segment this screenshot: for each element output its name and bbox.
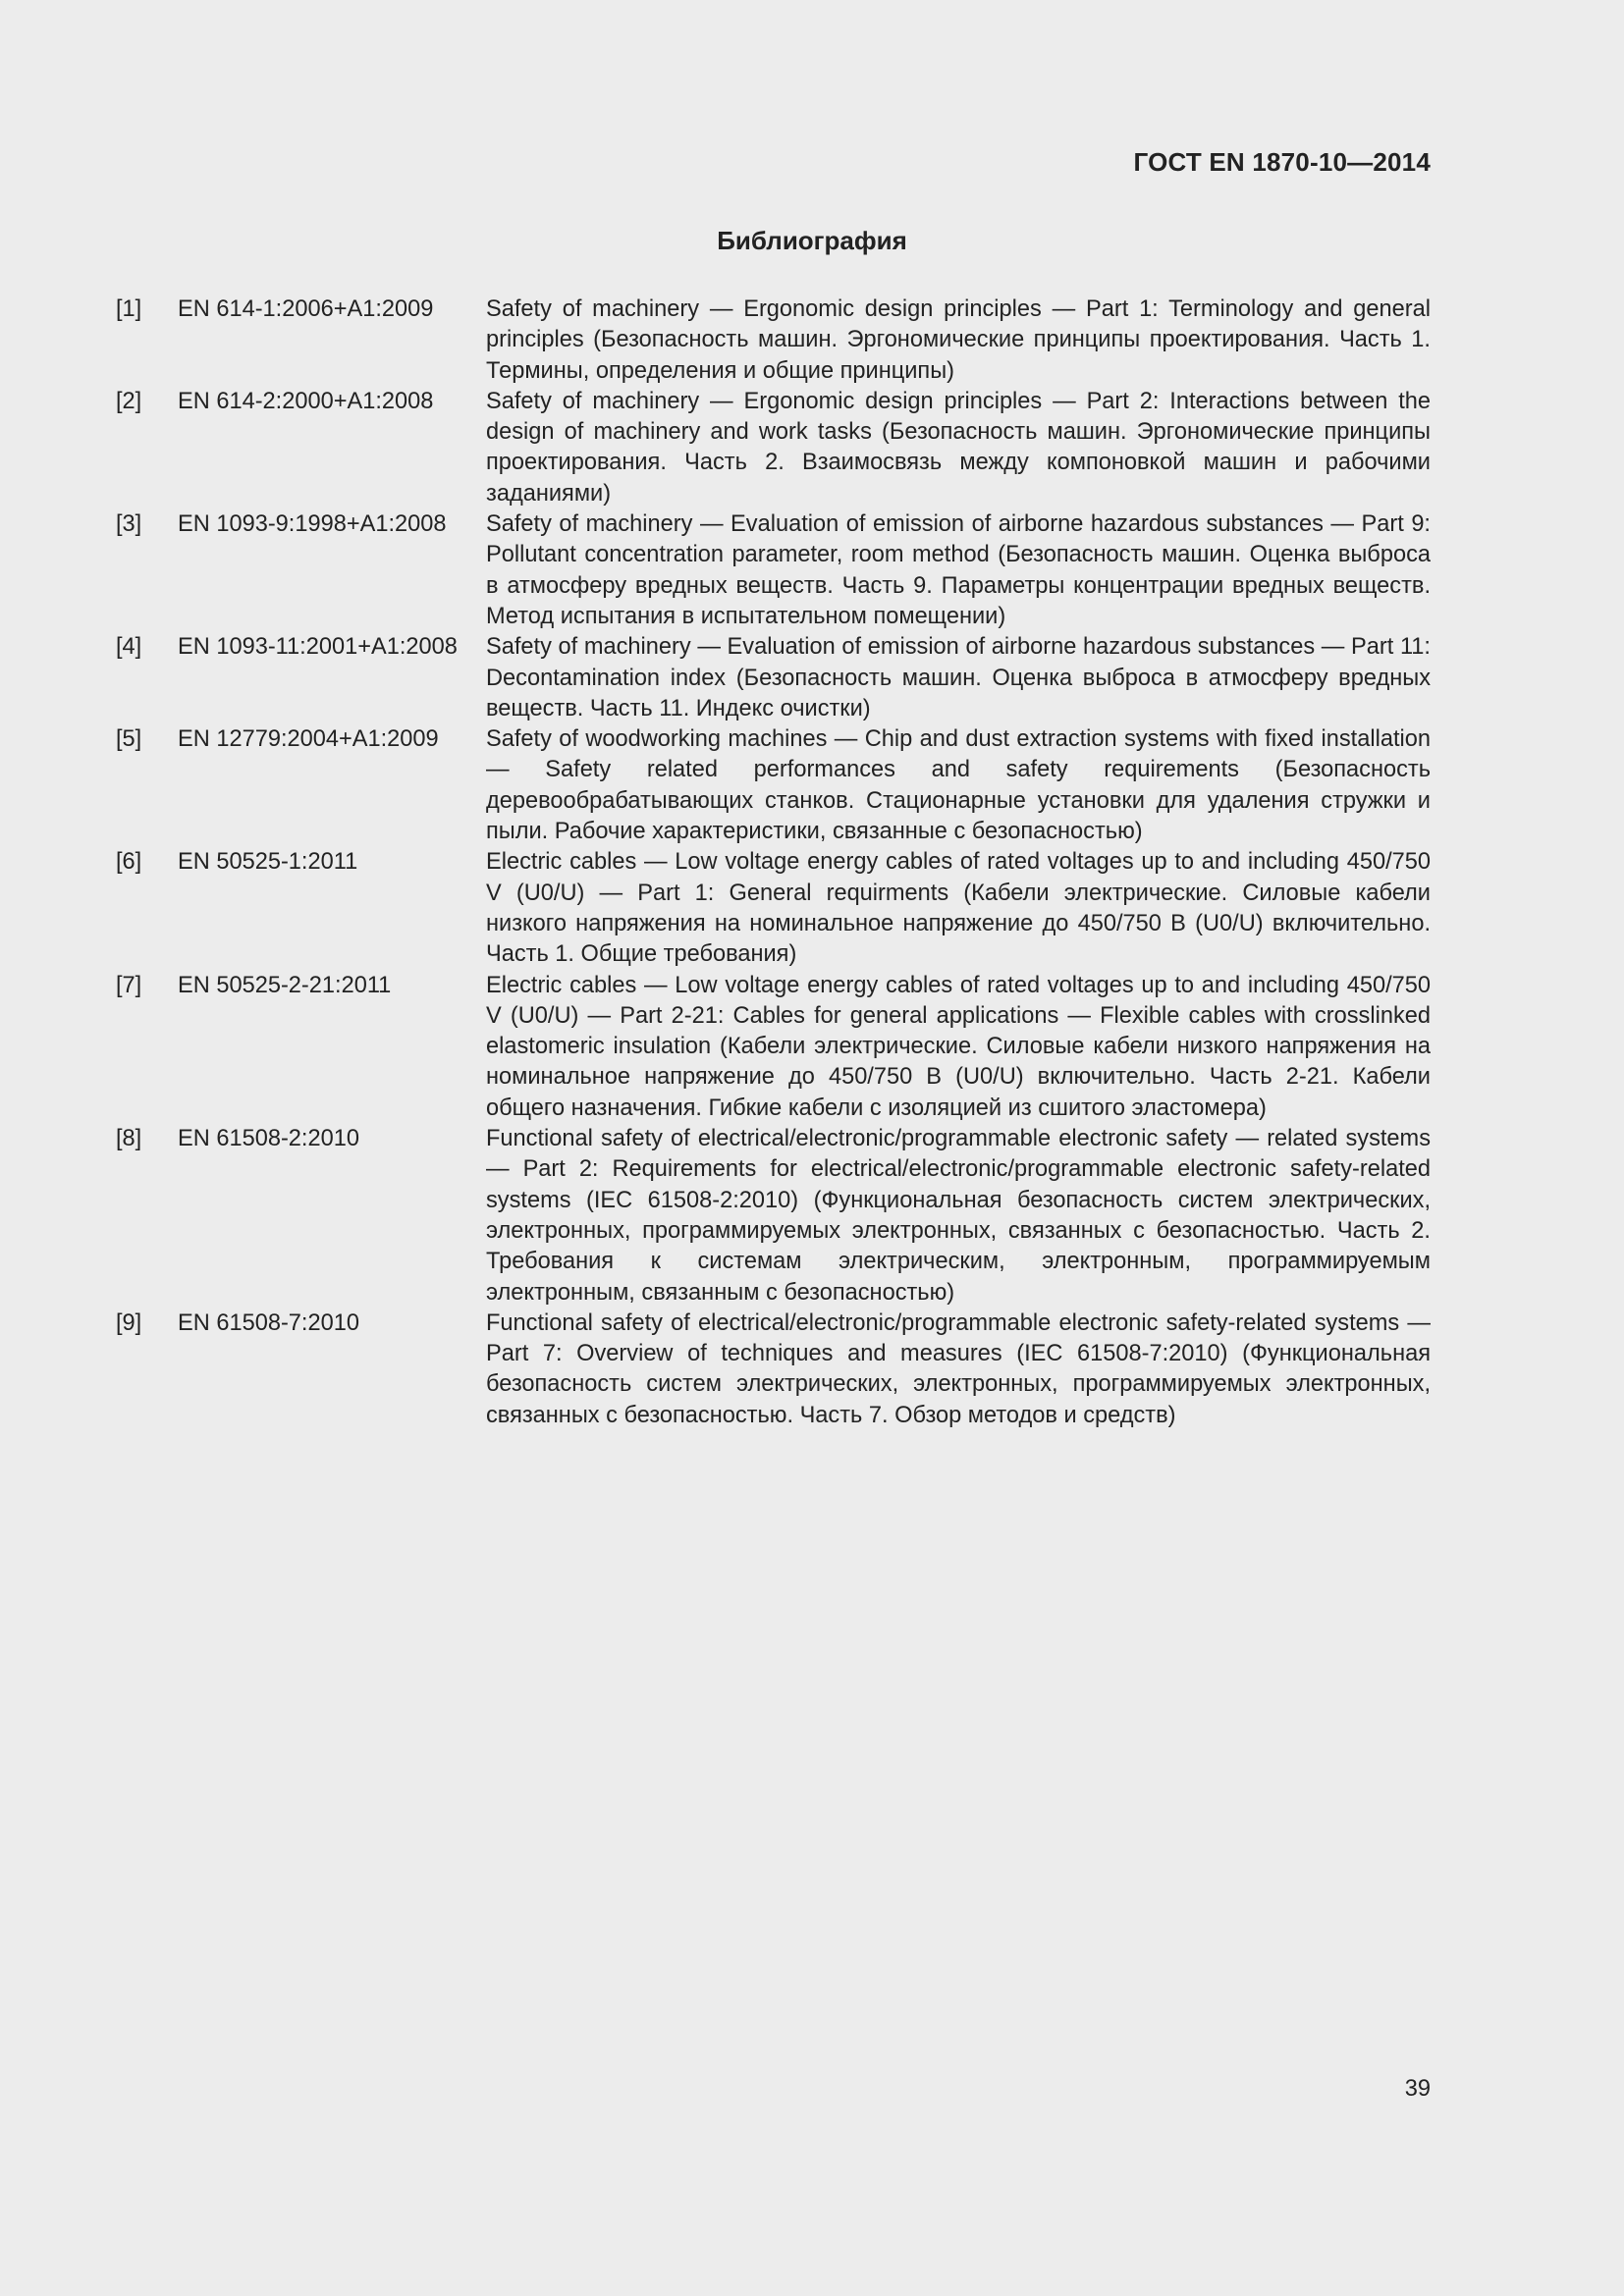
entry-description: Safety of machinery — Evaluation of emission of airborne hazardous substances — Part 11: Decontamination index (Безопасность машин. Оценка выброса в атмосферу вредных веществ. Часть 11. Индекс очистки) [486,634,1431,721]
bibliography-list [116,294,1431,1431]
bibliography-entry-7 [116,971,1431,1124]
entry-number: [6] [116,849,142,876]
bibliography-entry-8 [116,1124,1431,1308]
entry-description: Functional safety of electrical/electronic/programmable electronic safety — related systems — Part 2: Requirements for electrical/electronic/programmable electronic safety-related systems (IEC 61508-2:2010) (Функциональная безопасность систем электрических, электронных, программируемых электронных, связанных с безопасностью. Часть 2. Требования к системам электрическим, электронным, программируемым электронным, связанным с безопасностью) [486,1126,1431,1306]
entry-number: [7] [116,972,142,998]
entry-number: [8] [116,1126,142,1152]
section-title: Библиография [717,226,907,255]
entry-description: Electric cables — Low voltage energy cables of rated voltages up to and including 450/750 V (U0/U) — Part 1: General requirments (Кабели электрические. Силовые кабели низкого напряжения на номинальное напряжение до 450/750 В (U0/U) включительно. Часть 1. Общие требования) [486,849,1431,968]
entry-description: Safety of machinery — Evaluation of emission of airborne hazardous substances — Part 9: Pollutant concentration parameter, room method (Безопасность машин. Оценка выброса в атмосферу вредных веществ. Часть 9. Параметры концентрации вредных веществ. Метод испытания в испытательном помещении) [486,511,1431,629]
entry-standard: EN 614-1:2006+A1:2009 [178,296,434,322]
entry-standard: EN 50525-2-21:2011 [178,972,392,998]
entry-number: [4] [116,634,142,661]
entry-description: Safety of woodworking machines — Chip and dust extraction systems with fixed installation — Safety related performances and safety requirements (Безопасность деревообрабатывающих станков. Стационарные установки для удаления стружки и пыли. Рабочие характеристики, связанные с безопасностью) [486,726,1431,845]
entry-description: Safety of machinery — Ergonomic design principles — Part 2: Interactions between the design of machinery and work tasks (Безопасность машин. Эргономические принципы проектирования. Часть 2. Взаимосвязь между компоновкой машин и рабочими заданиями) [486,388,1431,507]
bibliography-entry-6 [116,847,1431,970]
bibliography-entry-1 [116,294,1431,387]
entry-standard: EN 61508-7:2010 [178,1309,359,1336]
page-number: 39 [1404,2076,1431,2102]
entry-standard: EN 50525-1:2011 [178,849,358,876]
bibliography-entry-9 [116,1308,1431,1431]
entry-number: [9] [116,1309,142,1336]
entry-number: [1] [116,296,142,322]
entry-standard: EN 614-2:2000+A1:2008 [178,388,434,414]
entry-number: [5] [116,726,142,753]
entry-description: Functional safety of electrical/electronic/programmable electronic safety-related systems — Part 7: Overview of techniques and measures (IEC 61508-7:2010) (Функциональная безопасность систем электрических, электронных, программируемых электронных, связанных с безопасностью. Часть 7. Обзор методов и средств) [486,1309,1431,1428]
entry-standard: EN 1093-9:1998+A1:2008 [178,511,447,538]
entry-number: [2] [116,388,142,414]
bibliography-entry-4 [116,632,1431,724]
entry-standard: EN 12779:2004+A1:2009 [178,726,439,753]
entry-standard: EN 61508-2:2010 [178,1126,359,1152]
entry-standard: EN 1093-11:2001+A1:2008 [178,634,458,661]
entry-description: Electric cables — Low voltage energy cables of rated voltages up to and including 450/750 V (U0/U) — Part 2-21: Cables for general applications — Flexible cables with crosslinked elastomeric insulation (Кабели электрические. Силовые кабели низкого напряжения на номинальное напряжение до 450/750 В (U0/U) включительно. Часть 2-21. Кабели общего назначения. Гибкие кабели с изоляцией из сшитого эластомера) [486,972,1431,1121]
document-code: ГОСТ EN 1870-10—2014 [1133,147,1431,177]
entry-number: [3] [116,511,142,538]
bibliography-entry-5 [116,724,1431,847]
bibliography-entry-2 [116,387,1431,509]
bibliography-entry-3 [116,509,1431,632]
entry-description: Safety of machinery — Ergonomic design principles — Part 1: Terminology and general principles (Безопасность машин. Эргономические принципы проектирования. Часть 1. Термины, определения и общие принципы) [486,296,1431,384]
